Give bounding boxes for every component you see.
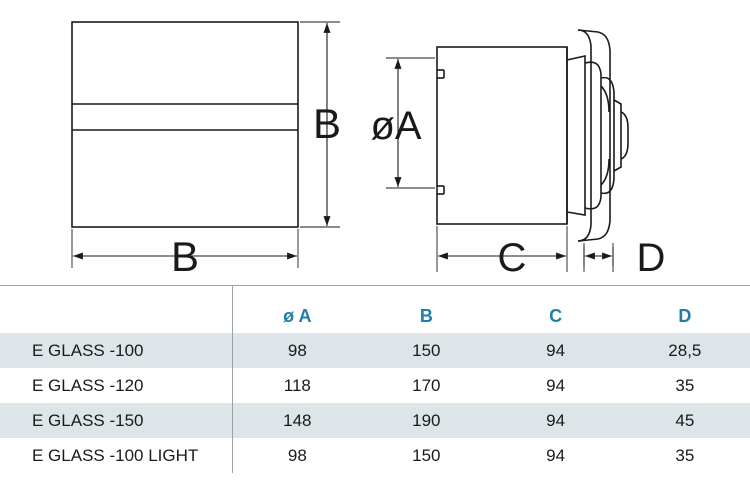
table-row [0, 333, 750, 368]
width-dimension-label: B [170, 233, 200, 280]
height-dimension-label: B [312, 100, 342, 147]
value-d: 35 [620, 368, 749, 403]
table-header-row [0, 285, 750, 333]
value-c: 94 [491, 333, 620, 368]
value-d: 45 [620, 403, 749, 438]
value-b: 150 [362, 333, 491, 368]
value-a: 118 [232, 368, 361, 403]
model-name: E GLASS -120 [0, 368, 232, 403]
value-c: 94 [491, 368, 620, 403]
column-header-a: ø A [283, 306, 312, 326]
column-header-d: D [678, 306, 692, 326]
column-header-b: B [419, 306, 433, 326]
table-row [0, 368, 750, 403]
value-b: 150 [362, 438, 491, 473]
value-d: 28,5 [620, 333, 749, 368]
column-header-c: C [549, 306, 563, 326]
depth-d-dimension-label: D [636, 236, 666, 280]
model-name: E GLASS -150 [0, 403, 232, 438]
model-name: E GLASS -100 [0, 333, 232, 368]
dimension-table [0, 285, 750, 473]
table-row [0, 438, 750, 473]
diameter-dimension-label: øA [370, 104, 422, 148]
value-a: 98 [232, 438, 361, 473]
side-view-outline [437, 30, 628, 241]
value-c: 94 [491, 403, 620, 438]
value-b: 190 [362, 403, 491, 438]
column-header-model [0, 285, 232, 333]
value-b: 170 [362, 368, 491, 403]
value-c: 94 [491, 438, 620, 473]
depth-c-dimension-label: C [497, 236, 527, 280]
front-view-outline [72, 22, 298, 227]
value-d: 35 [620, 438, 749, 473]
table-row [0, 403, 750, 438]
model-name: E GLASS -100 LIGHT [0, 438, 232, 473]
value-a: 98 [232, 333, 361, 368]
value-a: 148 [232, 403, 361, 438]
